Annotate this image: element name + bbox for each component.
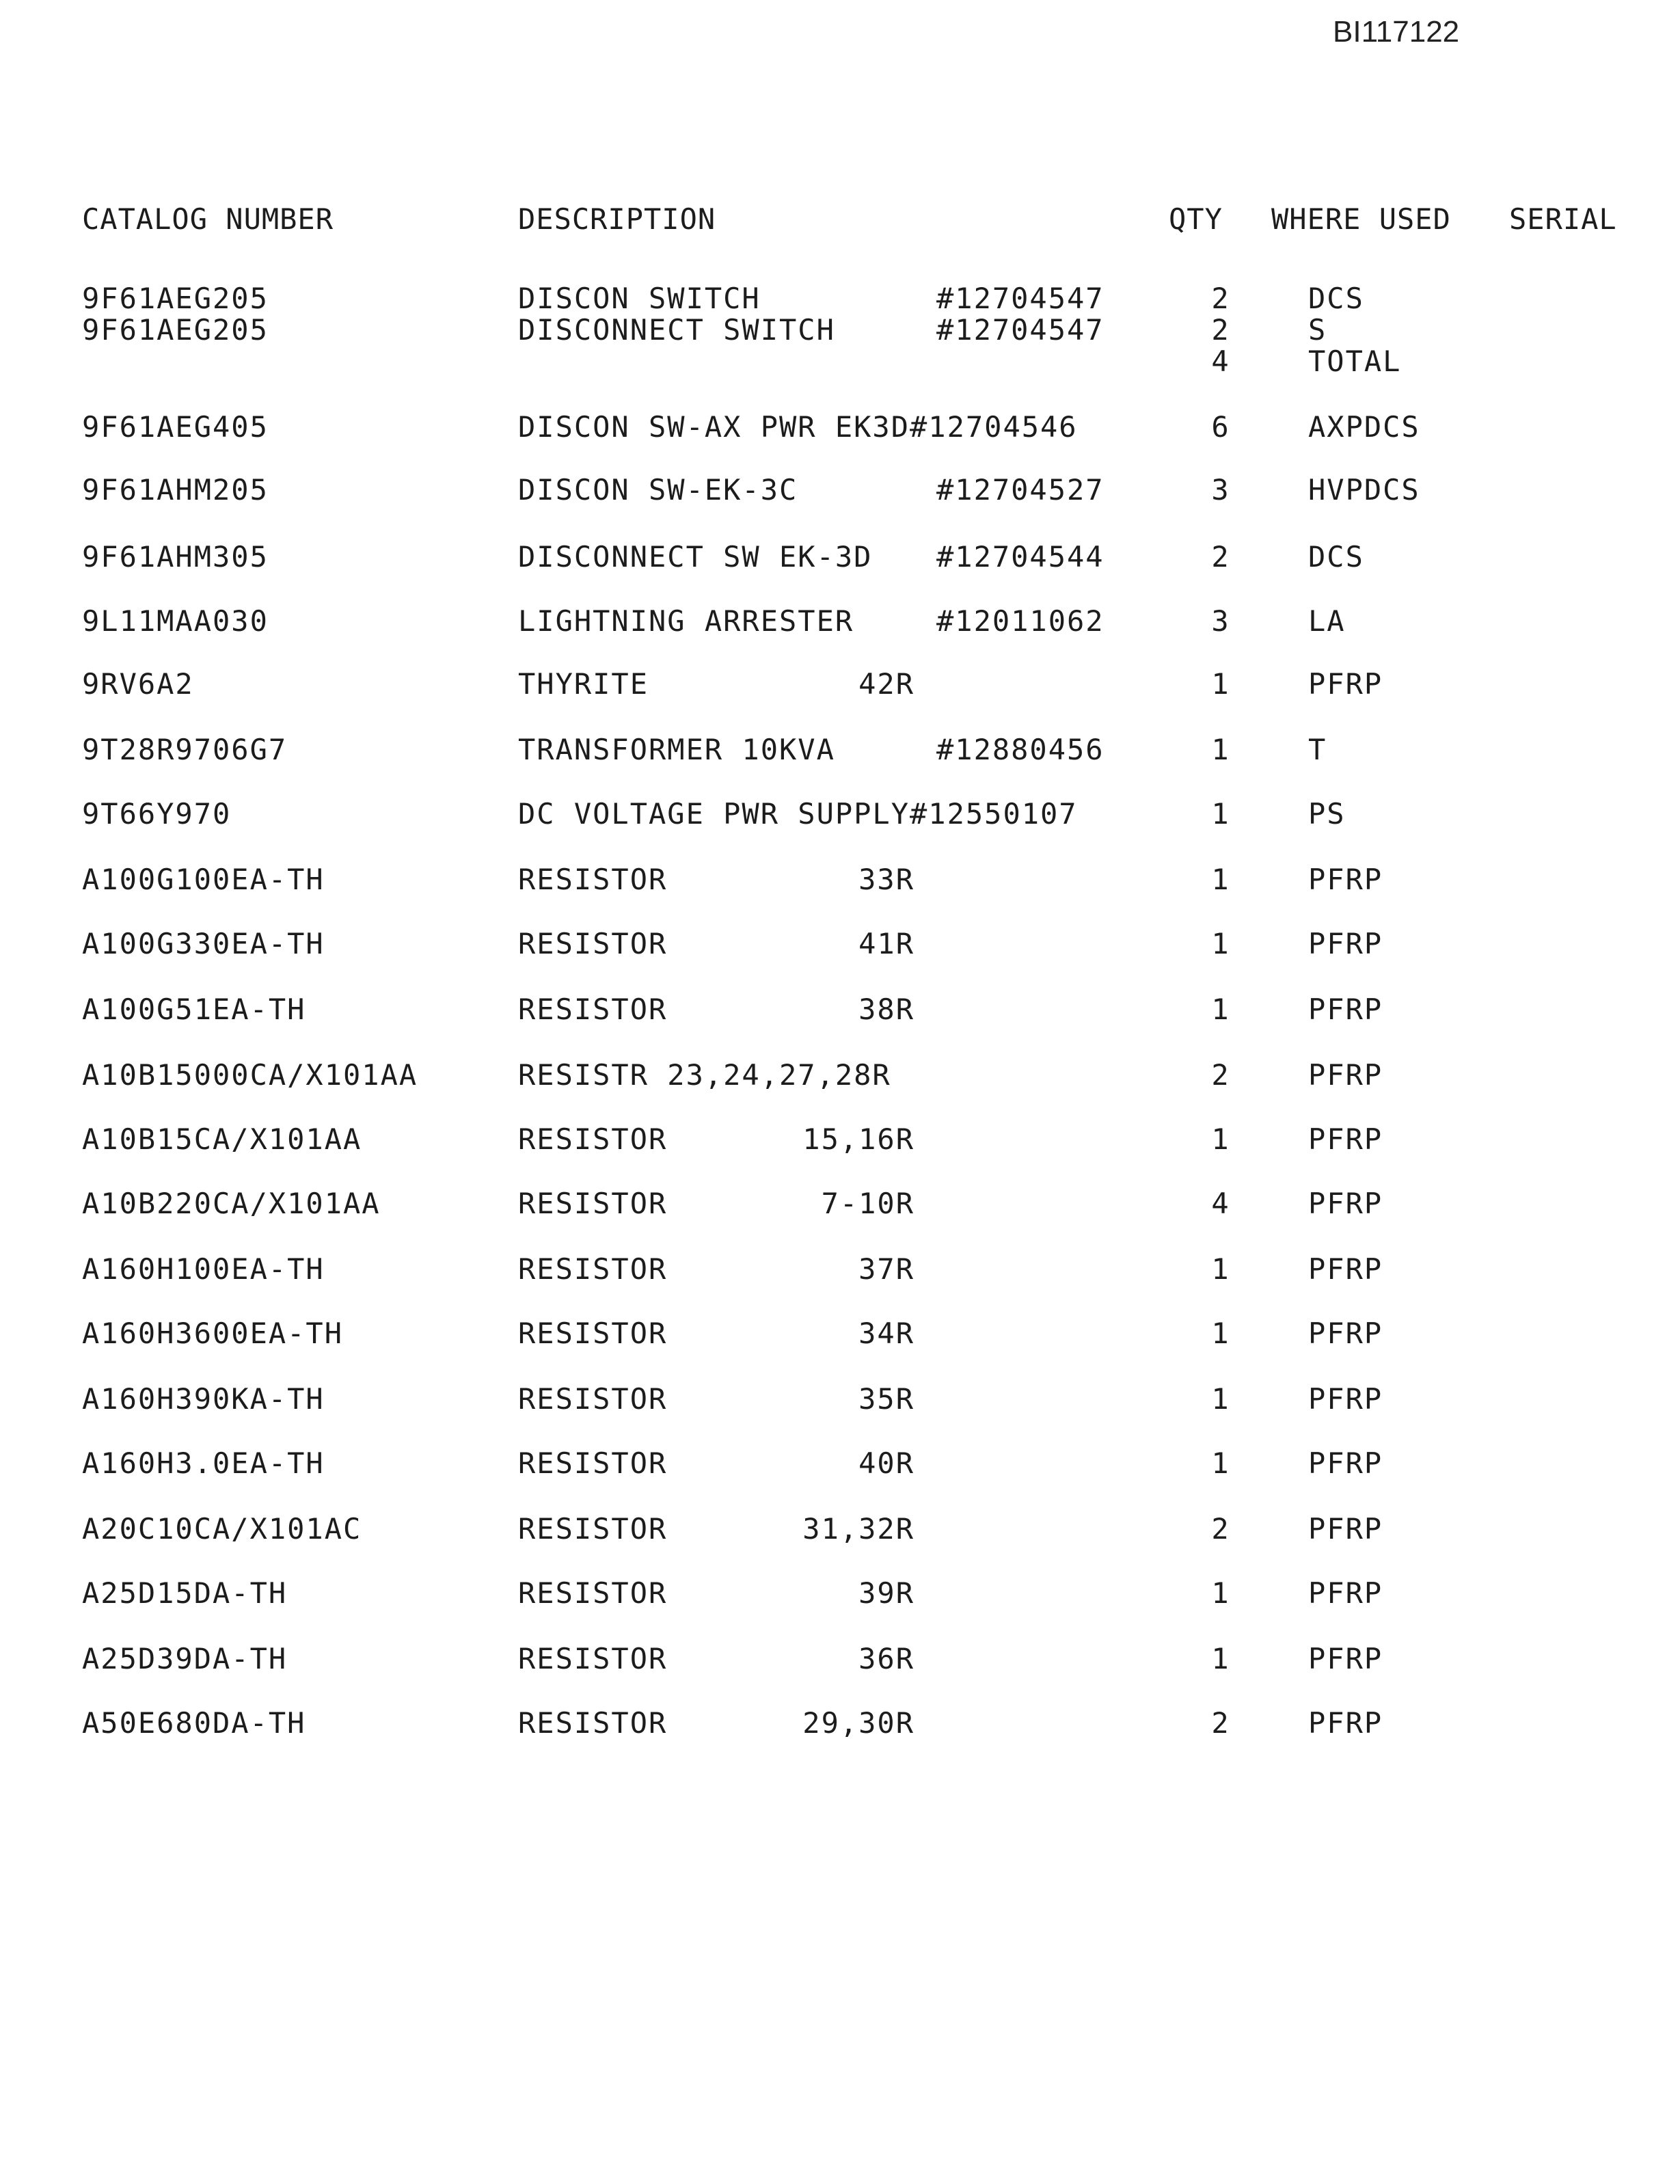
description: RESISTOR bbox=[518, 1382, 668, 1416]
table-row bbox=[0, 604, 1680, 640]
description: RESISTOR bbox=[518, 1706, 668, 1740]
catalog-number: A160H390KA-TH bbox=[82, 1382, 325, 1416]
description: RESISTR 23,24,27,28R bbox=[518, 1058, 891, 1092]
table-row bbox=[0, 1706, 1680, 1742]
catalog-number: A25D15DA-TH bbox=[82, 1576, 288, 1610]
table-row bbox=[0, 733, 1680, 768]
description: RESISTOR bbox=[518, 993, 668, 1026]
catalog-number: A160H3600EA-TH bbox=[82, 1317, 344, 1350]
description: DISCON SW-EK-3C bbox=[518, 473, 798, 507]
table-row bbox=[0, 540, 1680, 576]
designator: 41R bbox=[858, 927, 914, 960]
where-used: PFRP bbox=[1308, 1252, 1383, 1286]
where-used: PFRP bbox=[1308, 1576, 1383, 1610]
table-row bbox=[0, 1512, 1680, 1548]
description: DISCON SWITCH bbox=[518, 282, 761, 315]
description: DC VOLTAGE PWR SUPPLY#12550107 bbox=[518, 797, 1078, 831]
header-qty: QTY bbox=[1169, 202, 1223, 236]
where-used: PFRP bbox=[1308, 1512, 1383, 1546]
designator: 29,30R bbox=[802, 1706, 914, 1740]
part-reference: #12704547 bbox=[936, 313, 1105, 347]
designator: 15,16R bbox=[802, 1122, 914, 1156]
where-used: PFRP bbox=[1308, 1058, 1383, 1092]
table-row bbox=[0, 1187, 1680, 1222]
catalog-number: A25D39DA-TH bbox=[82, 1642, 288, 1675]
description: THYRITE bbox=[518, 667, 649, 701]
table-row bbox=[0, 410, 1680, 446]
catalog-number: 9T66Y970 bbox=[82, 797, 232, 831]
quantity: 2 bbox=[1211, 282, 1230, 315]
designator: 38R bbox=[858, 993, 914, 1026]
part-reference: #12704544 bbox=[936, 540, 1105, 574]
quantity: 6 bbox=[1211, 410, 1230, 444]
quantity: 1 bbox=[1211, 1317, 1230, 1350]
catalog-number: 9T28R9706G7 bbox=[82, 733, 288, 766]
part-reference: #12704547 bbox=[936, 282, 1105, 315]
description: RESISTOR bbox=[518, 1122, 668, 1156]
quantity: 1 bbox=[1211, 1252, 1230, 1286]
where-used: PFRP bbox=[1308, 1382, 1383, 1416]
designator: 40R bbox=[858, 1446, 914, 1480]
where-used: HVPDCS bbox=[1308, 473, 1420, 507]
quantity: 1 bbox=[1211, 1642, 1230, 1675]
header-serial: SERIAL bbox=[1509, 202, 1617, 236]
where-used: T bbox=[1308, 733, 1327, 766]
table-row bbox=[0, 1446, 1680, 1482]
designator: 33R bbox=[858, 863, 914, 896]
where-used: LA bbox=[1308, 604, 1346, 638]
table-row bbox=[0, 1058, 1680, 1094]
description: DISCON SW-AX PWR EK3D#12704546 bbox=[518, 410, 1078, 444]
quantity: 1 bbox=[1211, 1382, 1230, 1416]
description: RESISTOR bbox=[518, 927, 668, 960]
where-used: PFRP bbox=[1308, 1317, 1383, 1350]
where-used: PS bbox=[1308, 797, 1346, 831]
quantity: 4 bbox=[1211, 1187, 1230, 1220]
quantity: 3 bbox=[1211, 604, 1230, 638]
catalog-number: A100G100EA-TH bbox=[82, 863, 325, 896]
designator: 39R bbox=[858, 1576, 914, 1610]
designator: 36R bbox=[858, 1642, 914, 1675]
where-used: PFRP bbox=[1308, 1187, 1383, 1220]
quantity: 1 bbox=[1211, 797, 1230, 831]
catalog-number: 9F61AHM305 bbox=[82, 540, 269, 574]
description: RESISTOR bbox=[518, 1187, 668, 1220]
part-reference: #12011062 bbox=[936, 604, 1105, 638]
where-used: PFRP bbox=[1308, 1446, 1383, 1480]
where-used: TOTAL bbox=[1308, 345, 1402, 378]
quantity: 1 bbox=[1211, 733, 1230, 766]
description: LIGHTNING ARRESTER bbox=[518, 604, 854, 638]
where-used: PFRP bbox=[1308, 667, 1383, 701]
where-used: PFRP bbox=[1308, 863, 1383, 896]
designator: 31,32R bbox=[802, 1512, 914, 1546]
catalog-number: A10B15CA/X101AA bbox=[82, 1122, 362, 1156]
table-row bbox=[0, 1382, 1680, 1418]
header-catalog-number: CATALOG NUMBER bbox=[82, 202, 334, 236]
table-row bbox=[0, 1317, 1680, 1352]
quantity: 2 bbox=[1211, 540, 1230, 574]
part-reference: #12880456 bbox=[936, 733, 1105, 766]
catalog-number: A160H100EA-TH bbox=[82, 1252, 325, 1286]
catalog-number: A160H3.0EA-TH bbox=[82, 1446, 325, 1480]
quantity: 1 bbox=[1211, 1122, 1230, 1156]
quantity: 4 bbox=[1211, 345, 1230, 378]
where-used: S bbox=[1308, 313, 1327, 347]
designator: 35R bbox=[858, 1382, 914, 1416]
description: DISCONNECT SW EK-3D bbox=[518, 540, 873, 574]
quantity: 1 bbox=[1211, 993, 1230, 1026]
where-used: PFRP bbox=[1308, 927, 1383, 960]
catalog-number: A100G51EA-TH bbox=[82, 993, 306, 1026]
where-used: DCS bbox=[1308, 282, 1364, 315]
description: TRANSFORMER 10KVA bbox=[518, 733, 835, 766]
catalog-number: 9F61AEG205 bbox=[82, 282, 269, 315]
catalog-number: A10B220CA/X101AA bbox=[82, 1187, 381, 1220]
table-row bbox=[0, 313, 1680, 349]
table-row bbox=[0, 345, 1680, 380]
designator: 34R bbox=[858, 1317, 914, 1350]
description: RESISTOR bbox=[518, 1512, 668, 1546]
catalog-number: 9RV6A2 bbox=[82, 667, 194, 701]
description: DISCONNECT SWITCH bbox=[518, 313, 835, 347]
table-row bbox=[0, 473, 1680, 509]
catalog-number: 9F61AEG205 bbox=[82, 313, 269, 347]
designator: 7-10R bbox=[821, 1187, 914, 1220]
description: RESISTOR bbox=[518, 1642, 668, 1675]
description: RESISTOR bbox=[518, 863, 668, 896]
designator: 37R bbox=[858, 1252, 914, 1286]
quantity: 1 bbox=[1211, 863, 1230, 896]
quantity: 2 bbox=[1211, 1706, 1230, 1740]
description: RESISTOR bbox=[518, 1446, 668, 1480]
table-row bbox=[0, 667, 1680, 703]
where-used: AXPDCS bbox=[1308, 410, 1420, 444]
table-row bbox=[0, 282, 1680, 317]
catalog-number: A50E680DA-TH bbox=[82, 1706, 306, 1740]
where-used: PFRP bbox=[1308, 1642, 1383, 1675]
description: RESISTOR bbox=[518, 1317, 668, 1350]
quantity: 1 bbox=[1211, 1446, 1230, 1480]
quantity: 3 bbox=[1211, 473, 1230, 507]
part-reference: #12704527 bbox=[936, 473, 1105, 507]
quantity: 2 bbox=[1211, 313, 1230, 347]
table-row bbox=[0, 1576, 1680, 1612]
description: RESISTOR bbox=[518, 1252, 668, 1286]
catalog-number: A100G330EA-TH bbox=[82, 927, 325, 960]
catalog-number: 9F61AEG405 bbox=[82, 410, 269, 444]
table-row bbox=[0, 1252, 1680, 1288]
designator: 42R bbox=[858, 667, 914, 701]
description: RESISTOR bbox=[518, 1576, 668, 1610]
table-row bbox=[0, 1122, 1680, 1158]
quantity: 1 bbox=[1211, 927, 1230, 960]
table-row bbox=[0, 863, 1680, 898]
where-used: PFRP bbox=[1308, 1122, 1383, 1156]
where-used: DCS bbox=[1308, 540, 1364, 574]
quantity: 2 bbox=[1211, 1058, 1230, 1092]
quantity: 1 bbox=[1211, 1576, 1230, 1610]
header-description: DESCRIPTION bbox=[518, 202, 716, 236]
header-where-used: WHERE USED bbox=[1271, 202, 1451, 236]
catalog-number: A10B15000CA/X101AA bbox=[82, 1058, 418, 1092]
catalog-number: 9L11MAA030 bbox=[82, 604, 269, 638]
quantity: 1 bbox=[1211, 667, 1230, 701]
where-used: PFRP bbox=[1308, 1706, 1383, 1740]
document-id: BI117122 bbox=[1333, 15, 1460, 49]
table-row bbox=[0, 927, 1680, 962]
catalog-number: 9F61AHM205 bbox=[82, 473, 269, 507]
catalog-number: A20C10CA/X101AC bbox=[82, 1512, 362, 1546]
table-row bbox=[0, 1642, 1680, 1677]
table-row bbox=[0, 993, 1680, 1028]
table-row bbox=[0, 797, 1680, 833]
quantity: 2 bbox=[1211, 1512, 1230, 1546]
where-used: PFRP bbox=[1308, 993, 1383, 1026]
